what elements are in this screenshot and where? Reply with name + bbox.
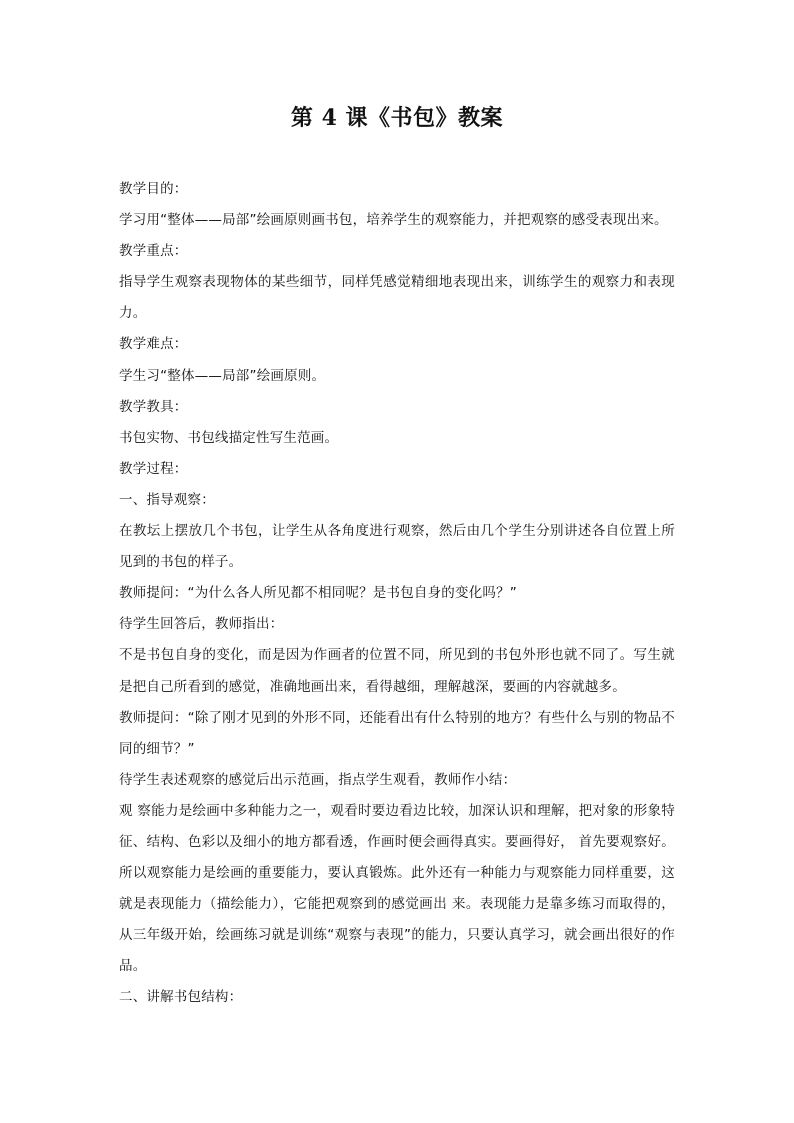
paragraph: 教学重点： [119,243,188,260]
paragraph: 一、指导观察： [119,491,215,508]
paragraph: 不是书包自身的变化，而是因为作画者的位置不同，所见到的书包外形也就不同了。写生就是把自己所看到的感觉，准确地画出来，看得越细，理解越深，要画的内容就越多。 [119,647,675,695]
paragraph: 观 察能力是绘画中多种能力之一，观看时要边看边比较，加深认识和理解，把对象的形象特征、结构、色彩以及细小的地方都看透，作画时便会画得真实。要画得好， 首先要观察好。所以观察能力是绘画的重要能力，要认真锻炼。此外还有一种能力与观察能力同样重要，这就是表现能力（描绘能力），它能把观察到的感觉画出 来。表现能力是靠多练习而取得的，从三年级开始，绘画练习就是训练“观察与表现”的能力，只要认真学习，就会画出很好的作品。 [119,802,675,975]
paragraph: 待学生回答后，教师指出： [119,616,284,633]
paragraph: 学习用“整体——局部”绘画原则画书包，培养学生的观察能力，并把观察的感受表现出来。 [119,212,668,229]
document-title: 第 4 课《书包》教案 [290,105,504,131]
paragraph: 教师提问：“除了刚才见到的外形不同，还能看出有什么特别的地方？有些什么与别的物品不同的细节？” [119,709,675,757]
paragraph: 指导学生观察表现物体的某些细节，同样凭感觉精细地表现出来，训练学生的观察力和表现力。 [119,274,675,322]
paragraph: 教学目的： [119,181,188,197]
paragraph: 书包实物、书包线描定性写生范画。 [119,429,339,446]
paragraph: 待学生表述观察的感觉后出示范画，指点学生观看，教师作小结： [119,771,517,788]
paragraph: 在教坛上摆放几个书包，让学生从各角度进行观察，然后由几个学生分别讲述各自位置上所见到的书包的样子。 [119,523,675,571]
paragraph: 教学教具： [119,398,188,415]
paragraph: 教师提问：“为什么各人所见都不相同呢？是书包自身的变化吗？” [119,585,517,602]
paragraph: 教学过程： [119,460,188,477]
paragraph: 教学难点： [119,336,188,353]
document-body [119,174,675,1014]
paragraph: 二、讲解书包结构： [119,989,243,1006]
paragraph: 学生习“整体——局部”绘画原则。 [119,367,326,384]
